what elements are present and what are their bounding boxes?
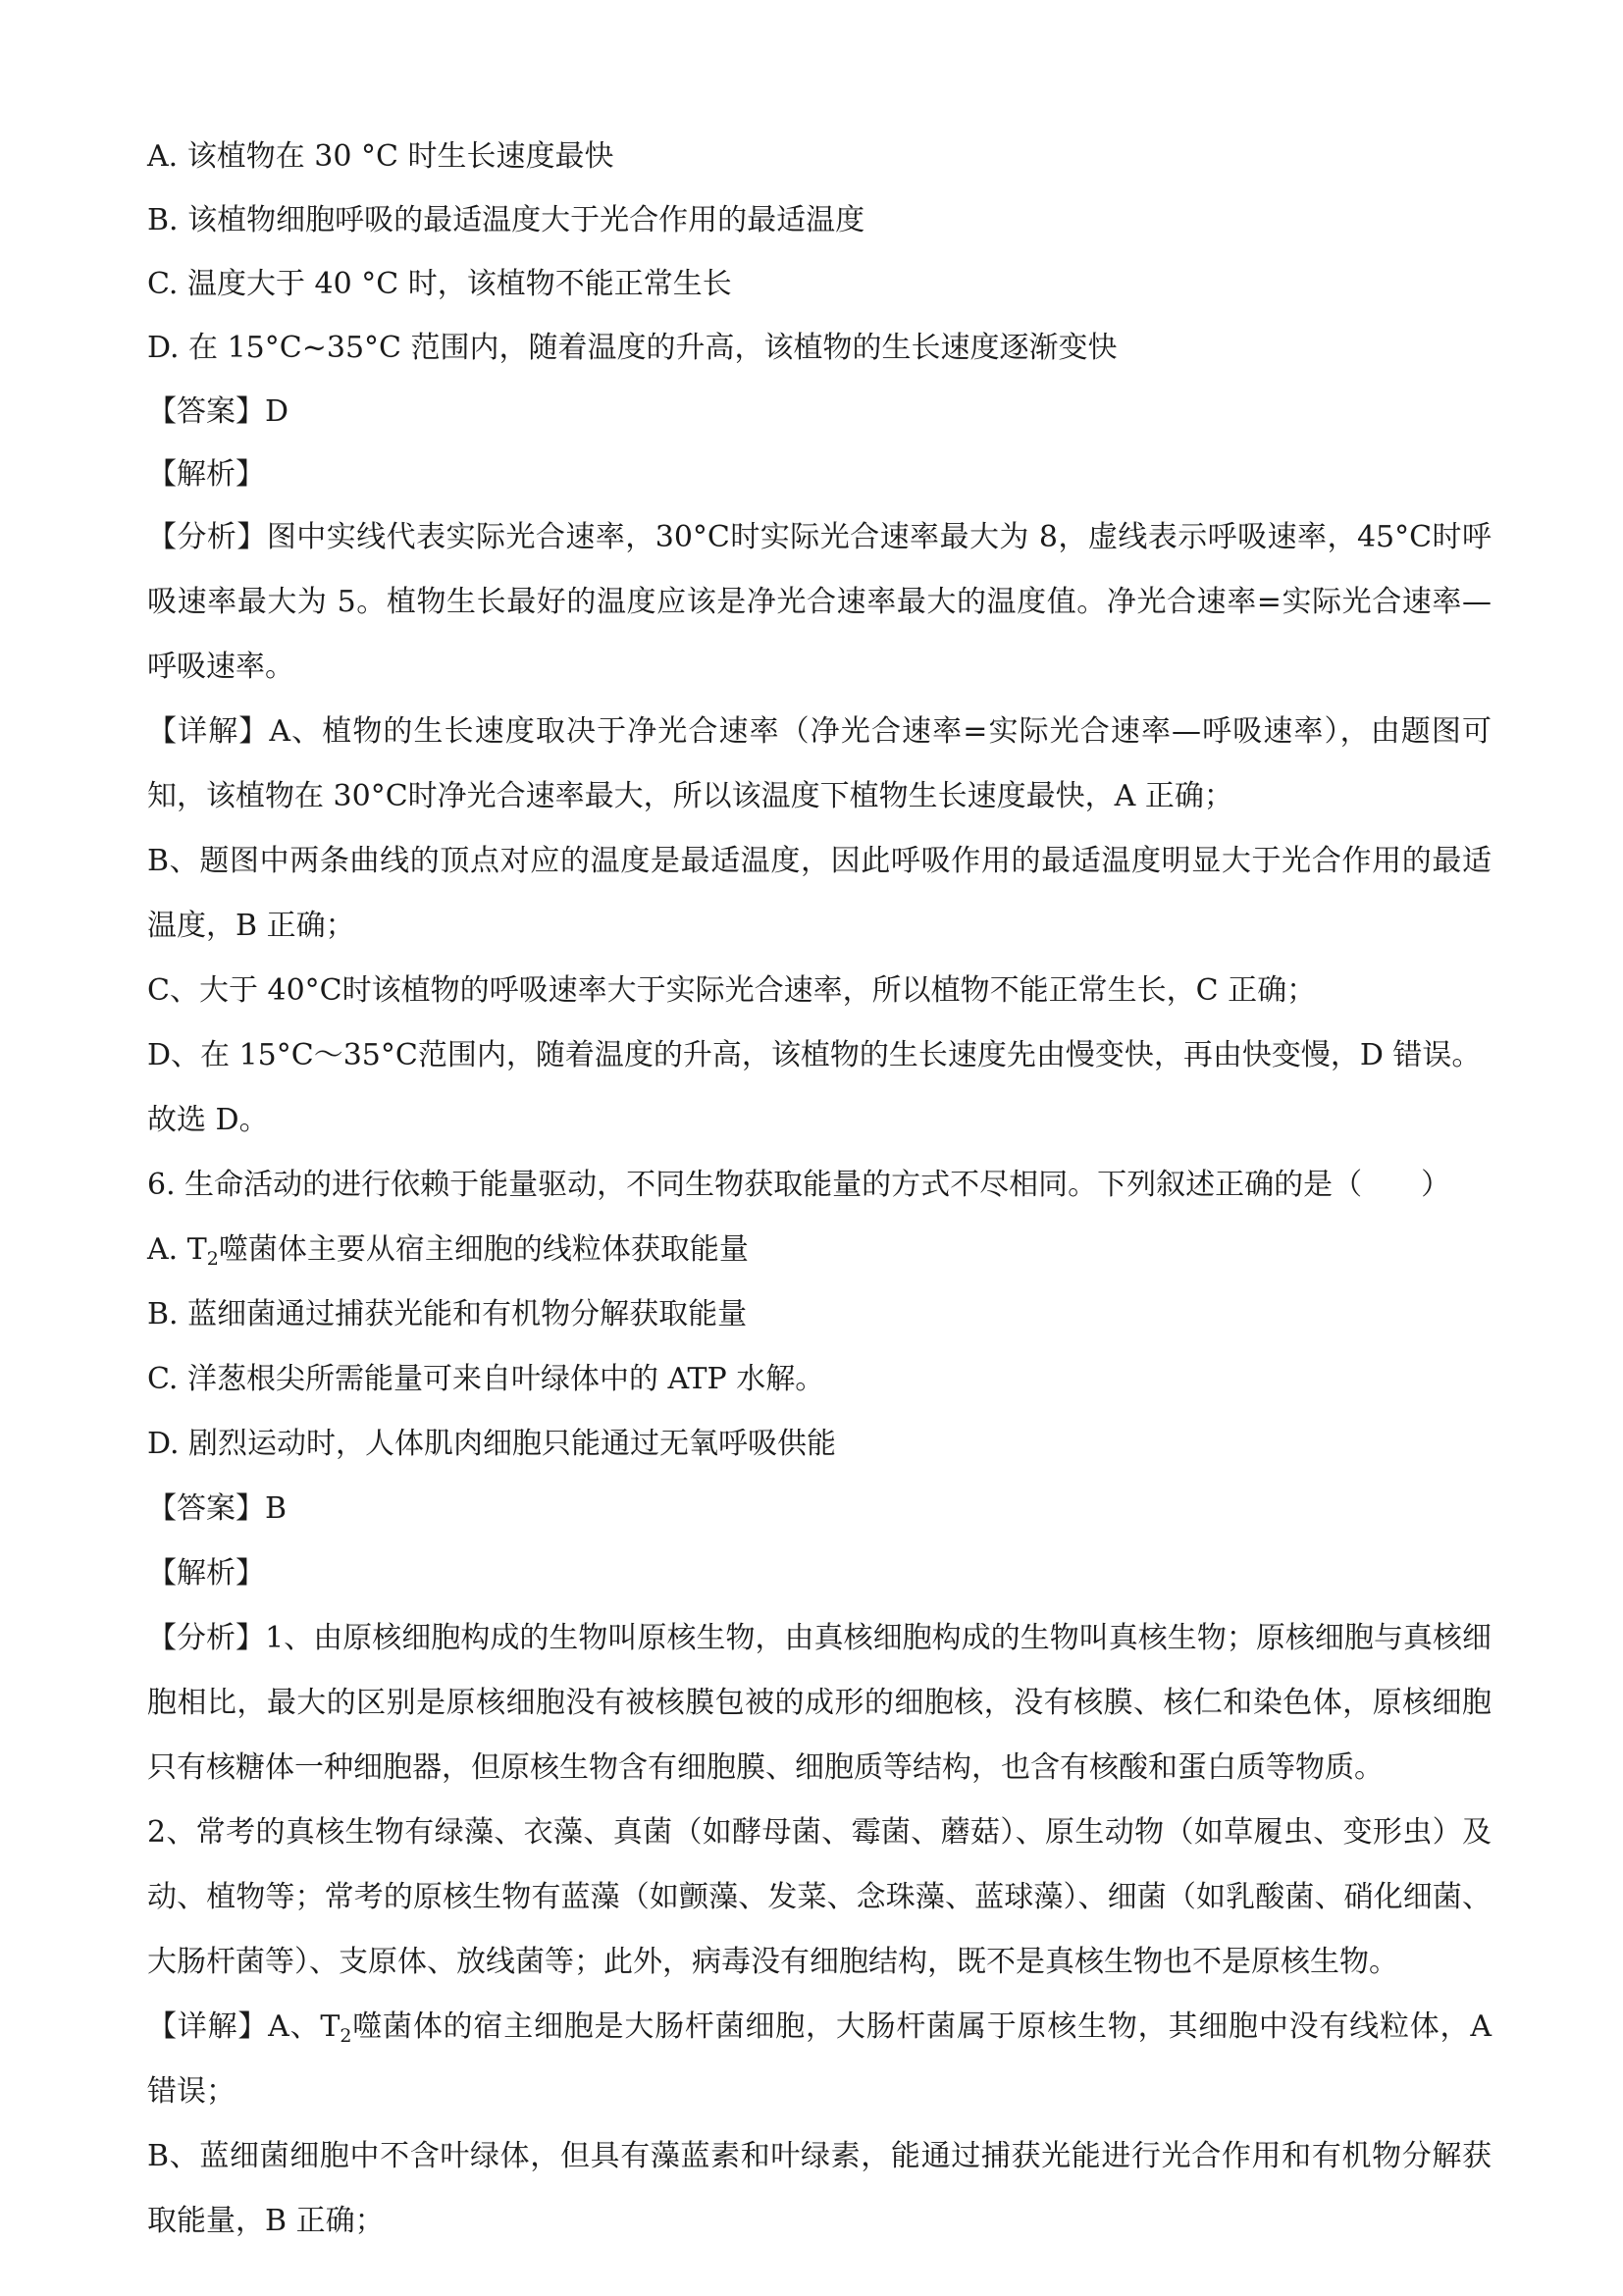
answer-value: D: [265, 394, 289, 429]
fenxi-text: 1、由原核细胞构成的生物叫原核生物，由真核细胞构成的生物叫真核生物；原核细胞与真核细胞相比，最大的区别是原核细胞没有被核膜包被的成形的细胞核，没有核膜、核仁和染色体，原核细胞只有核糖体一种细胞器，但原核生物含有细胞膜、细胞质等结构，也含有核酸和蛋白质等物质。: [147, 1621, 1492, 1785]
fenxi-label: 【分析】: [147, 1621, 266, 1655]
q6-fenxi-paragraph: [147, 1606, 1492, 1800]
q6-answer: [147, 1477, 1492, 1541]
q6-analysis-heading: [147, 1541, 1492, 1606]
answer-label: 【答案】: [147, 1491, 265, 1526]
q6-xiangjie-b: B、蓝细菌细胞中不含叶绿体，但具有藻蓝素和叶绿素，能通过捕获光能进行光合作用和有机物分解获取能量，B 正确；: [147, 2139, 1492, 2238]
q5-xiangjie-b: B、题图中两条曲线的顶点对应的温度是最适温度，因此呼吸作用的最适温度明显大于光合作用的最适温度，B 正确；: [147, 844, 1492, 943]
q5-option-c: C. 温度大于 40 °C 时，该植物不能正常生长: [147, 267, 732, 301]
answer-value: B: [265, 1491, 288, 1526]
xiangjie-label: 【详解】: [147, 2009, 269, 2044]
q5-xiangjie-a: [147, 700, 1492, 829]
xiangjie-a-text: A、植物的生长速度取决于净光合速率（净光合速率=实际光合速率—呼吸速率），由题图可知，该植物在 30°C时净光合速率最大，所以该温度下植物生长速度最快，A 正确；: [147, 714, 1492, 813]
q5-xiangjie-d: D、在 15°C～35°C范围内，随着温度的升高，该植物的生长速度先由慢变快，再由快变慢，D 错误。: [147, 1038, 1482, 1072]
q5-xiangjie-c: C、大于 40°C时该植物的呼吸速率大于实际光合速率，所以植物不能正常生长，C 正确；: [147, 973, 1317, 1008]
document-page: [147, 135, 1501, 2254]
q6-option-a: A. $T_2$噬菌体主要从宿主细胞的线粒体获取能量: [147, 1232, 749, 1270]
q5-option-a: A. 该植物在 30 °C 时生长速度最快: [147, 139, 614, 174]
fenxi-text: 图中实线代表实际光合速率，30°C时实际光合速率最大为 8，虚线表示呼吸速率，45°C时呼吸速率最大为 5。植物生长最好的温度应该是净光合速率最大的温度值。净光合速率=实际光合速率—呼吸速率。: [147, 520, 1492, 684]
q6-xiangjie-a: 【详解】A、$T_2$噬菌体的宿主细胞是大肠杆菌细胞，大肠杆菌属于原核生物，其细胞中没有线粒体，A 错误；: [147, 2009, 1501, 2109]
q6-option-b: B. 蓝细菌通过捕获光能和有机物分解获取能量: [147, 1297, 748, 1331]
fenxi-label: 【分析】: [147, 520, 267, 554]
q5-fenxi-paragraph: [147, 505, 1492, 700]
analysis-label: 【解析】: [147, 1556, 265, 1591]
q6-option-d: D. 剧烈运动时，人体肌肉细胞只能通过无氧呼吸供能: [147, 1427, 837, 1461]
analysis-label: 【解析】: [147, 457, 265, 492]
q6-option-c: C. 洋葱根尖所需能量可来自叶绿体中的 ATP 水解。: [147, 1362, 825, 1396]
xiangjie-label: 【详解】: [147, 714, 270, 749]
q5-option-b: B. 该植物细胞呼吸的最适温度大于光合作用的最适温度: [147, 203, 865, 237]
subscript: 2: [340, 2025, 352, 2047]
q5-analysis-heading: [147, 453, 1492, 496]
q5-answer: [147, 391, 1492, 434]
q5-conclusion: 故选 D。: [147, 1103, 269, 1137]
answer-label: 【答案】: [147, 394, 265, 429]
subscript: 2: [206, 1248, 219, 1270]
q6-stem: 6. 生命活动的进行依赖于能量驱动，不同生物获取能量的方式不尽相同。下列叙述正确的是（ ）: [147, 1168, 1451, 1202]
q5-option-d: D. 在 15°C~35°C 范围内，随着温度的升高，该植物的生长速度逐渐变快: [147, 331, 1118, 365]
q6-fenxi-paragraph-2: 2、常考的真核生物有绿藻、衣藻、真菌（如酵母菌、霉菌、蘑菇）、原生动物（如草履虫、变形虫）及动、植物等；常考的原核生物有蓝藻（如颤藻、发菜、念珠藻、蓝球藻）、细菌（如乳酸菌、硝化细菌、大肠杆菌等）、支原体、放线菌等；此外，病毒没有细胞结构，既不是真核生物也不是原核生物。: [147, 1815, 1492, 1979]
